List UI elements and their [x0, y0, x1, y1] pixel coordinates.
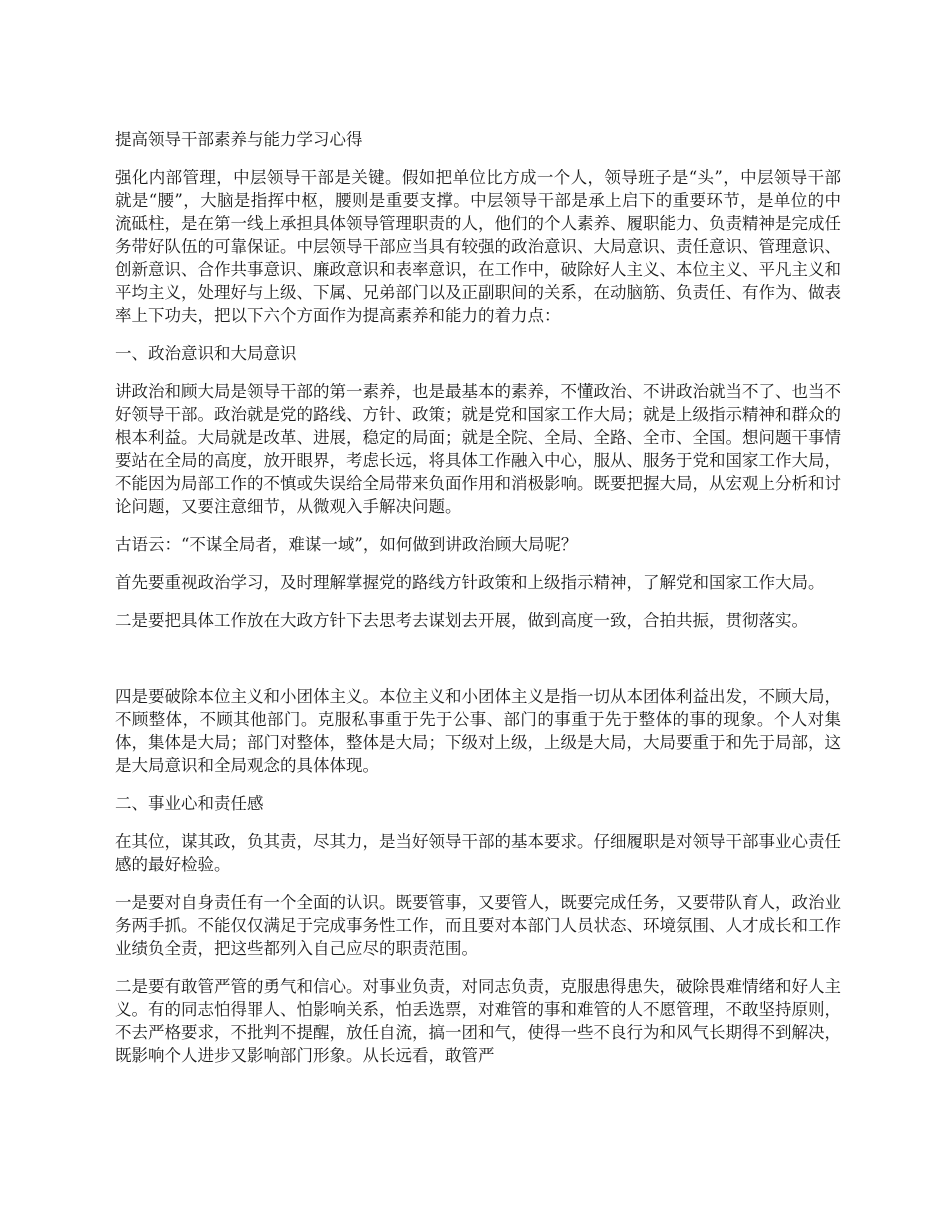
blank-gap — [115, 647, 841, 685]
section1-paragraph-5: 四是要破除本位主义和小团体主义。本位主义和小团体主义是指一切从本团体利益出发，不顾大局，不顾整体，不顾其他部门。克服私事重于先于公事、部门的事重于先于整体的事的现象。个人对集体，集体是大局；部门对整体，整体是大局；下级对上级，上级是大局，大局要重于和先于局部，这是大局意识和全局观念的具体体现。 — [115, 687, 841, 775]
section1-paragraph-3: 首先要重视政治学习，及时理解掌握党的路线方针政策和上级指示精神，了解党和国家工作大局。 — [115, 573, 825, 592]
section-heading-1: 一、政治意识和大局意识 — [115, 344, 297, 363]
section-heading-2: 二、事业心和责任感 — [115, 794, 264, 813]
section2-paragraph-1: 在其位，谋其政，负其责，尽其力，是当好领导干部的基本要求。仔细履职是对领导干部事业心责任感的最好检验。 — [115, 832, 841, 874]
intro-paragraph: 强化内部管理，中层领导干部是关键。假如把单位比方成一个人，领导班子是“头”，中层领导干部就是“腰”，大脑是指挥中枢，腰则是重要支撑。中层领导干部是承上启下的重要环节，是单位的中流砥柱，是在第一线上承担具体领导管理职责的人，他们的个人素养、履职能力、负责精神是完成任务带好队伍的可靠保证。中层领导干部应当具有较强的政治意识、大局意识、责任意识、管理意识、创新意识、合作共事意识、廉政意识和表率意识，在工作中，破除好人主义、本位主义、平凡主义和平均主义，处理好与上级、下属、兄弟部门以及正副职间的关系，在动脑筋、负责任、有作为、做表率上下功夫，把以下六个方面作为提高素养和能力的着力点： — [115, 168, 841, 325]
section2-paragraph-3: 二是要有敢管严管的勇气和信心。对事业负责，对同志负责，克服患得患失，破除畏难情绪和好人主义。有的同志怕得罪人、怕影响关系，怕丢选票，对难管的事和难管的人不愿管理，不敢坚持原则，不去严格要求，不批判不提醒，放任自流，搞一团和气，使得一些不良行为和风气长期得不到解决，既影响个人进步又影响部门形象。从长远看，敢管严 — [115, 977, 841, 1065]
section1-paragraph-2: 古语云：“不谋全局者，难谋一域”，如何做到讲政治顾大局呢？ — [115, 535, 578, 554]
section1-paragraph-4: 二是要把具体工作放在大政方针下去思考去谋划去开展，做到高度一致，合拍共振，贯彻落实。 — [115, 611, 808, 630]
document-title: 提高领导干部素养与能力学习心得 — [115, 130, 363, 149]
document-page — [115, 128, 841, 1082]
section2-paragraph-2: 一是要对自身责任有一个全面的认识。既要管事，又要管人，既要完成任务，又要带队育人，政治业务两手抓。不能仅仅满足于完成事务性工作，而且要对本部门人员状态、环境氛围、人才成长和工作业绩负全责，把这些都列入自己应尽的职责范围。 — [115, 893, 841, 958]
section1-paragraph-1: 讲政治和顾大局是领导干部的第一素养，也是最基本的素养，不懂政治、不讲政治就当不了、也当不好领导干部。政治就是党的路线、方针、政策；就是党和国家工作大局；就是上级指示精神和群众的根本利益。大局就是改革、进展，稳定的局面；就是全院、全局、全路、全市、全国。想问题干事情要站在全局的高度，放开眼界，考虑长远，将具体工作融入中心，服从、服务于党和国家工作大局，不能因为局部工作的不慎或失误给全局带来负面作用和消极影响。既要把握大局，从宏观上分析和讨论问题，又要注意细节，从微观入手解决问题。 — [115, 382, 841, 516]
